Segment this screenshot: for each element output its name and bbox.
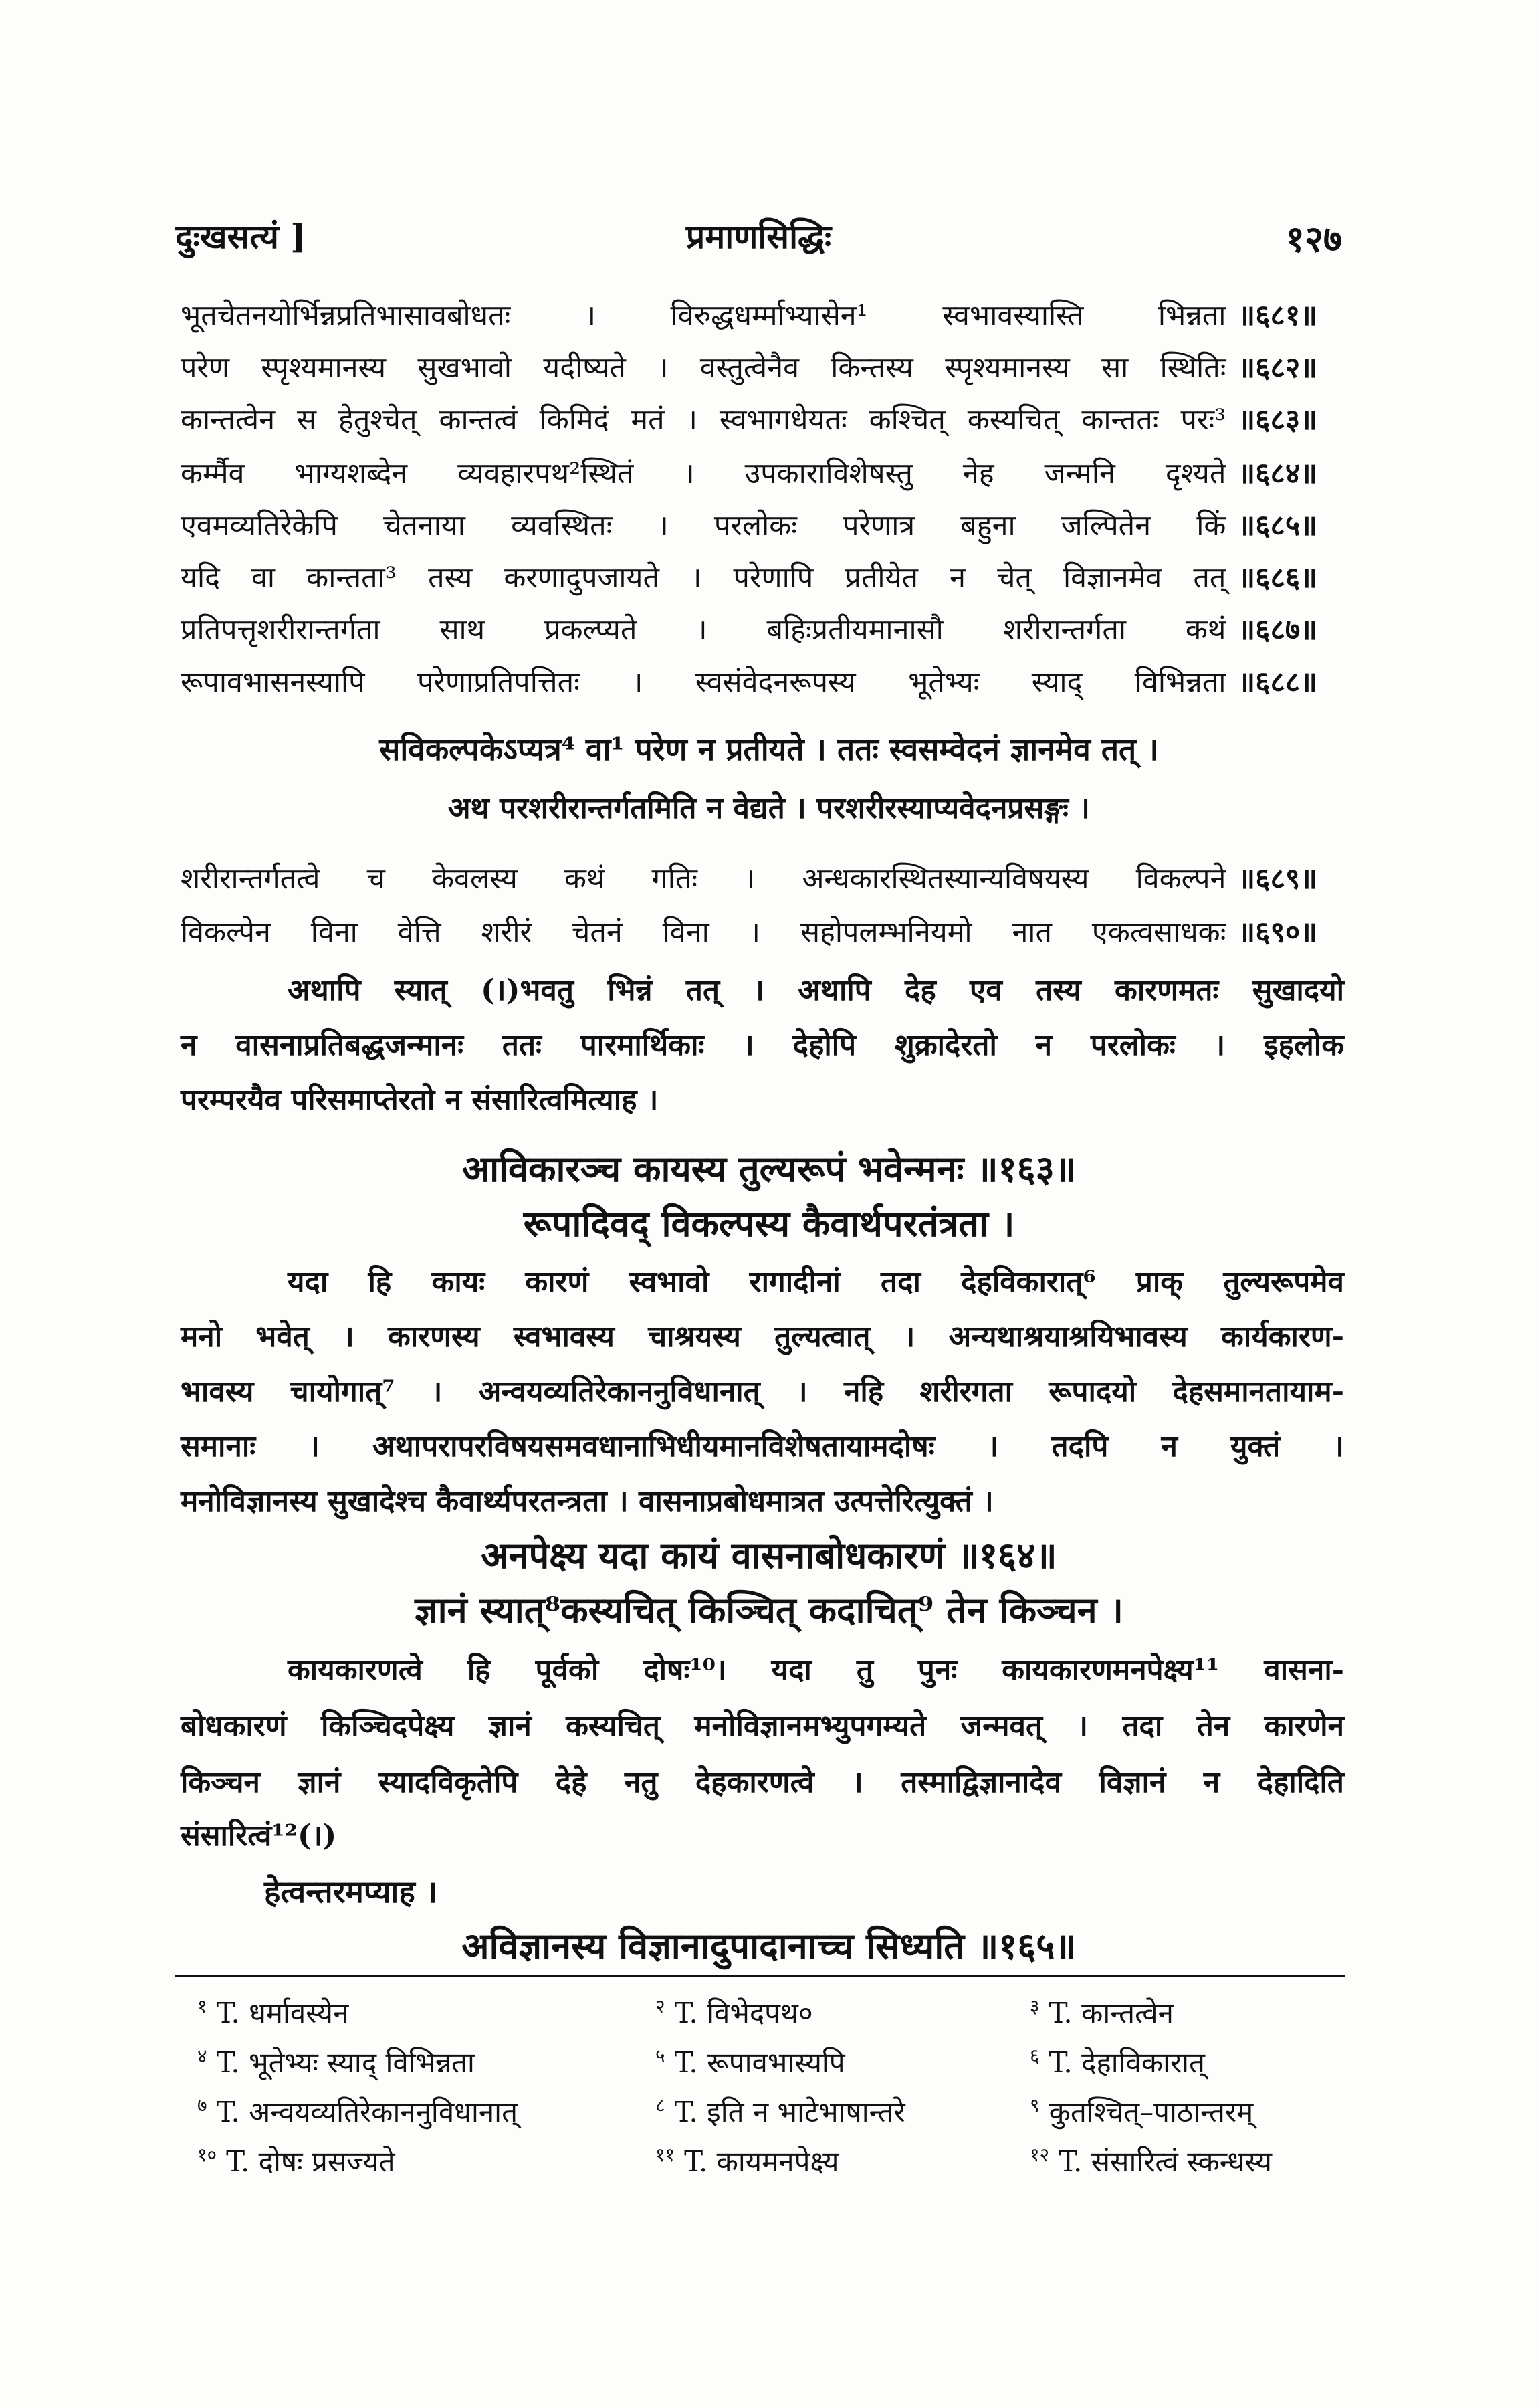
verse-number: ॥६८१॥	[1238, 299, 1317, 332]
footnote-row	[187, 2092, 1337, 2135]
footnote-mark: ८	[655, 2094, 665, 2116]
karika-line: अविज्ञानस्य विज्ञानादुपादानाच्च सिध्यति ॥१६५॥	[461, 1924, 1077, 1967]
commentary-center-line: सविकल्पकेऽप्यत्र⁴ वा¹ परेण न प्रतीयते । ततः स्वसम्वेदनं ज्ञानमेव तत् ।	[379, 731, 1159, 767]
verse-line	[181, 858, 1317, 897]
footnote-mark: ९	[1030, 2094, 1040, 2116]
commentary-line: भावस्य चायोगात्⁷ । अन्वयव्यतिरेकाननुविधानात् । नहि शरीरगता रूपादयो देहसमानतायाम-	[181, 1375, 1344, 1409]
footnote-mark: ५	[655, 2045, 665, 2067]
verse-number: ॥६८६॥	[1238, 561, 1317, 595]
verse-number: ॥६८७॥	[1238, 613, 1317, 647]
commentary-line: संसारित्वं¹²(।)	[181, 1819, 337, 1853]
verse-text: परेण स्पृश्यमानस्य सुखभावो यदीष्यते । वस्तुत्वेनैव किन्तस्य स्पृश्यमानस्य सा स्थितिः	[181, 351, 1226, 385]
verse-number: ॥६८२॥	[1238, 351, 1317, 385]
verse-number: ॥६९०॥	[1238, 916, 1317, 949]
verse-line	[181, 346, 1317, 386]
footnote	[197, 1993, 348, 2031]
footnote-text: T. विभेदपथ०	[674, 1997, 813, 2029]
commentary-line: यदा हि कायः कारणं स्वभावो रागादीनां तदा देहविकारात्⁶ प्राक् तुल्यरूपमेव	[288, 1265, 1344, 1299]
verse-line	[181, 609, 1317, 648]
commentary-line: बोधकारणं किञ्चिदपेक्ष्य ज्ञानं कस्यचित् मनोविज्ञानमभ्युपगम्यते जन्मवत् । तदा तेन कारणेन	[181, 1709, 1344, 1743]
verse-text: प्रतिपत्तृशरीरान्तर्गता साथ प्रकल्प्यते । बहिःप्रतीयमानासौ शरीरान्तर्गता कथं	[181, 613, 1226, 647]
footnote-text: T. अन्वयव्यतिरेकाननुविधानात्	[216, 2096, 518, 2128]
commentary-line: समानाः । अथापरापरविषयसमवधानाभिधीयमानविशेषतायामदोषः । तदपि न युक्तं ।	[181, 1429, 1344, 1464]
footnote-text: T. इति न भाटेभाषान्तरे	[674, 2096, 905, 2128]
footnote	[1030, 2092, 1253, 2130]
commentary-line: न वासनाप्रतिबद्धजन्मानः ततः पारमार्थिकाः । देहोपि शुक्रादेरतो न परलोकः । इहलोक	[181, 1028, 1344, 1062]
footnote	[655, 1993, 813, 2031]
verse-text: रूपावभासनस्यापि परेणाप्रतिपत्तितः । स्वसंवेदनरूपस्य भूतेभ्यः स्याद् विभिन्नता	[181, 666, 1226, 699]
footnote-mark: ७	[197, 2094, 207, 2116]
footnote-row	[187, 1993, 1337, 2036]
footnote-mark: १२	[1030, 2144, 1050, 2166]
karika-line: अनपेक्ष्य यदा कायं वासनाबोधकारणं ॥१६४॥	[481, 1534, 1057, 1577]
footnote-mark: १०	[197, 2144, 217, 2166]
footnote	[197, 2142, 395, 2180]
footnote	[1030, 2043, 1205, 2081]
footnote-text: T. भूतेभ्यः स्याद् विभिन्नता	[216, 2046, 475, 2079]
verse-text: शरीरान्तर्गतत्वे च केवलस्य कथं गतिः । अन्धकारस्थितस्यान्यविषयस्य विकल्पने	[181, 862, 1226, 896]
verse-text: कर्म्मैव भाग्यशब्देन व्यवहारपथ²स्थितं । उपकाराविशेषस्तु नेह जन्मनि दृश्यते	[181, 457, 1226, 490]
footnote-text: कुतश्चित्–पाठान्तरम्	[1049, 2096, 1254, 2128]
verse-line	[181, 452, 1317, 492]
footnote-mark: १	[197, 1995, 207, 2017]
intro-line: हेत्वन्तरमप्याह ।	[264, 1874, 438, 1910]
verse-text: कान्तत्वेन स हेतुश्चेत् कान्तत्वं किमिदं मतं । स्वभागधेयतः कश्चित् कस्यचित् कान्ततः परः³	[181, 403, 1226, 437]
verse-text: भूतचेतनयोर्भिन्नप्रतिभासावबोधतः । विरुद्धधर्म्माभ्यासेन¹ स्वभावस्यास्ति भिन्नता	[181, 299, 1226, 332]
commentary-line: मनो भवेत् । कारणस्य स्वभावस्य चाश्रयस्य तुल्यत्वात् । अन्यथाश्रयाश्रयिभावस्य कार्यकारण-	[181, 1320, 1344, 1354]
commentary-line: कायकारणत्वे हि पूर्वको दोषः¹⁰। यदा तु पुनः कायकारणमनपेक्ष्य¹¹ वासना-	[288, 1653, 1344, 1687]
footnote-row	[187, 2043, 1337, 2086]
footnote-text: T. कान्तत्वेन	[1049, 1997, 1174, 2029]
footnote	[197, 2092, 518, 2130]
verse-line	[181, 294, 1317, 334]
footnote-mark: ३	[1030, 1995, 1040, 2017]
verse-text: एवमव्यतिरेकेपि चेतनाया व्यवस्थितः । परलोकः परेणात्र बहुना जल्पितेन किं	[181, 509, 1226, 542]
footnote	[655, 2092, 905, 2130]
verse-number: ॥६८९॥	[1238, 862, 1317, 896]
footnote	[655, 2043, 845, 2081]
footnote-text: T. दोषः प्रसज्यते	[226, 2145, 395, 2178]
commentary-line: किञ्चन ज्ञानं स्यादविकृतेपि देहे नतु देहकारणत्वे । तस्माद्विज्ञानादेव विज्ञानं न देहादिति	[181, 1765, 1344, 1799]
footnote-text: T. रूपावभास्यपि	[674, 2046, 845, 2079]
verse-text: यदि वा कान्तता³ तस्य करणादुपजायते । परेणापि प्रतीयेत न चेत् विज्ञानमेव तत्	[181, 561, 1226, 595]
footnote-mark: ६	[1030, 2045, 1040, 2067]
running-head-left: दुःखसत्यं ]	[175, 217, 306, 256]
footnote	[1030, 2142, 1272, 2180]
footnote-mark: ४	[197, 2045, 207, 2067]
footnote-text: T. कायमनपेक्ष्य	[684, 2145, 839, 2178]
verse-line	[181, 661, 1317, 700]
footnote	[197, 2043, 475, 2081]
commentary-line: मनोविज्ञानस्य सुखादेश्च कैवार्थ्यपरतन्त्रता । वासनाप्रबोधमात्रत उत्पत्तेरित्युक्तं ।	[181, 1484, 994, 1518]
footnote-mark: २	[655, 1995, 665, 2017]
verse-number: ॥६८५॥	[1238, 509, 1317, 542]
verse-number: ॥६८३॥	[1238, 403, 1317, 437]
footnote	[655, 2142, 839, 2180]
footnote-text: T. संसारित्वं स्कन्धस्य	[1059, 2145, 1272, 2178]
verse-line	[181, 557, 1317, 596]
running-head-title: प्रमाणसिद्धिः	[685, 217, 832, 256]
footnote-row	[187, 2142, 1337, 2185]
footnote-text: T. धर्मावस्येन	[216, 1997, 349, 2029]
verse-line	[181, 504, 1317, 544]
verse-number: ॥६८४॥	[1238, 457, 1317, 490]
footnote-mark: ११	[655, 2144, 675, 2166]
page-number: १२७	[1285, 217, 1342, 260]
karika-line: रूपादिवद् विकल्पस्य कैवार्थपरतंत्रता ।	[523, 1202, 1015, 1245]
karika-line: ज्ञानं स्यात्⁸कस्यचित् किञ्चित् कदाचित्⁹ तेन किञ्चन ।	[415, 1589, 1123, 1631]
verse-line	[181, 399, 1317, 438]
footnote	[1030, 1993, 1174, 2031]
verse-text: विकल्पेन विना वेत्ति शरीरं चेतनं विना । सहोपलम्भनियमो नात एकत्वसाधकः	[181, 916, 1226, 949]
footnote-divider	[175, 1975, 1345, 1977]
footnote-text: T. देहाविकारात्	[1049, 2046, 1205, 2079]
commentary-line: परम्परयैव परिसमाप्तेरतो न संसारित्वमित्याह ।	[181, 1083, 659, 1117]
commentary-center-line: अथ परशरीरान्तर्गतमिति न वेद्यते । परशरीरस्याप्यवेदनप्रसङ्गः ।	[448, 791, 1090, 825]
verse-number: ॥६८८॥	[1238, 666, 1317, 699]
commentary-line: अथापि स्यात् (।)भवतु भिन्नं तत् । अथापि देह एव तस्य कारणमतः सुखादयो	[288, 973, 1344, 1007]
karika-line: आविकारञ्च कायस्य तुल्यरूपं भवेन्मनः ॥१६३॥	[461, 1147, 1077, 1190]
verse-line	[181, 911, 1317, 950]
page-header	[175, 213, 1342, 260]
